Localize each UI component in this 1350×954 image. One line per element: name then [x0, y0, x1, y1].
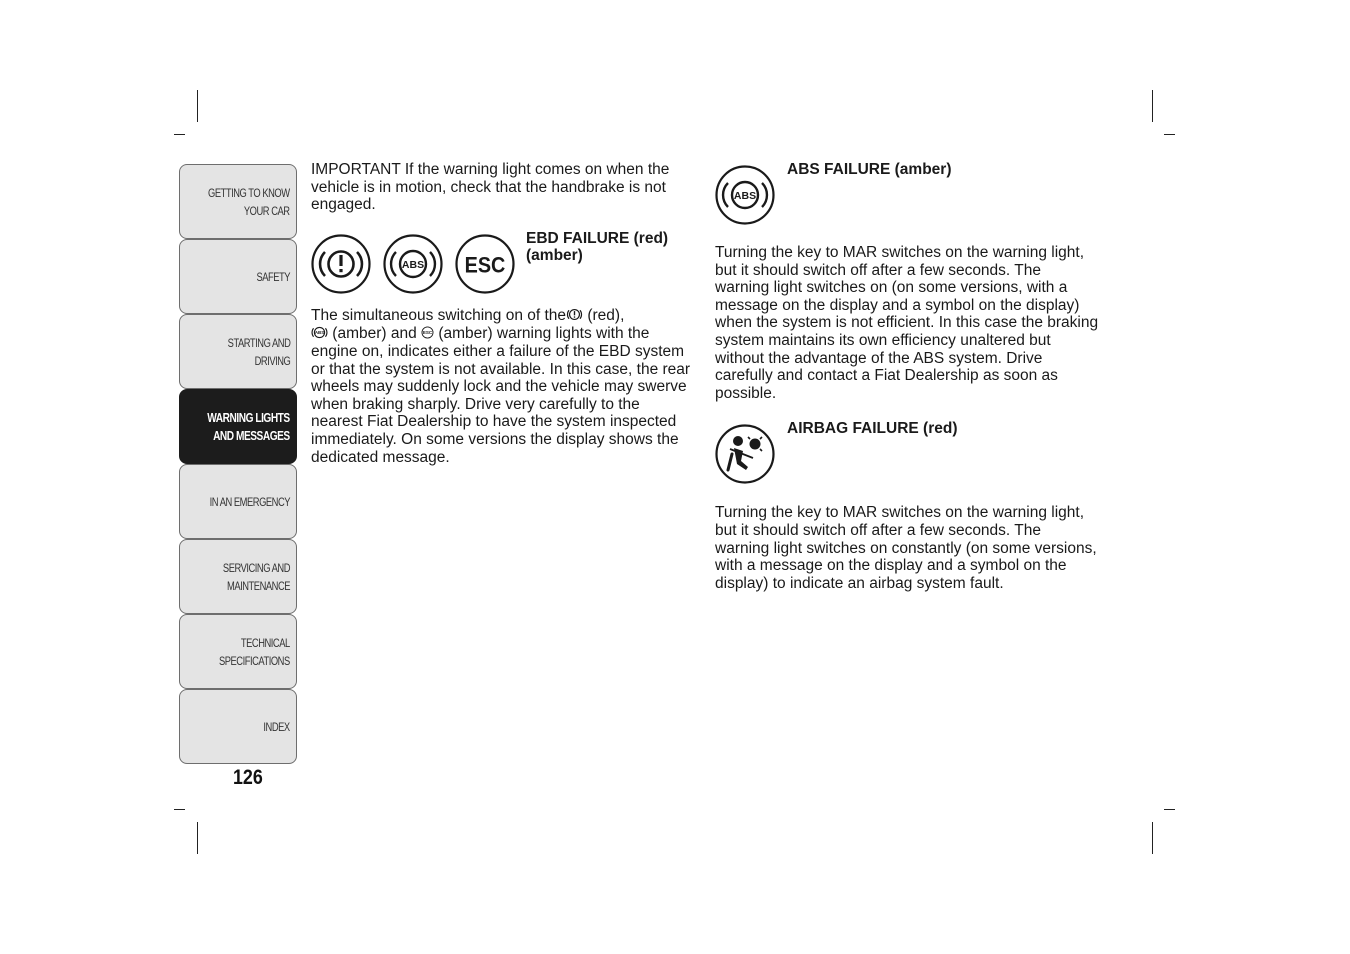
esc-inline-icon-text: ESC [422, 330, 433, 336]
crop-mark [197, 90, 198, 122]
tab-label: GETTING TO KNOW YOUR CAR [208, 185, 290, 218]
brake-warning-icon [311, 234, 371, 294]
ebd-heading-line1: EBD FAILURE (red) [526, 229, 669, 247]
chapter-sidebar [179, 164, 297, 764]
ebd-heading-line2: (amber) [526, 247, 583, 265]
crop-mark [197, 822, 198, 854]
ebd-body [311, 306, 695, 466]
tab-label: STARTING AND DRIVING [227, 335, 290, 368]
tab-technical-specifications[interactable] [179, 614, 297, 689]
abs-section-header [715, 161, 1099, 237]
abs-icon [383, 234, 443, 294]
crop-mark [1152, 822, 1153, 854]
ebd-body-text: (amber) warning lights with the engine on, indicates either a failure of the EBD system or that the system is not available. In this case, the rear wheels may suddenly lock and the vehicle may swerve when braking sharply. Drive very carefully to the nearest Fiat Dealership to have the system inspected immediately. On some versions the display shows the dedicated message. [311, 325, 691, 466]
airbag-section-header [715, 420, 1099, 496]
tab-label: SERVICING AND MAINTENANCE [222, 560, 290, 593]
ebd-body-text: (red), [583, 306, 625, 324]
tab-index[interactable] [179, 689, 297, 764]
crop-mark [174, 809, 185, 810]
page-number: 126 [233, 766, 263, 789]
ebd-heading [526, 230, 668, 265]
tab-safety[interactable] [179, 239, 297, 314]
abs-inline-icon [311, 324, 328, 341]
crop-mark [1164, 134, 1175, 135]
abs-icon-text: ABS [401, 258, 425, 271]
airbag-icon [715, 424, 775, 484]
tab-starting-and-driving[interactable] [179, 314, 297, 389]
airbag-body: Turning the key to MAR switches on the warning light, but it should switch off after a few seconds. The warning light switches on constantly (on some versions, with a message on the display and a symbol on the display) to indicate an airbag system fault. [715, 504, 1097, 592]
tab-label: TECHNICAL SPECIFICATIONS [219, 635, 290, 668]
crop-mark [1164, 809, 1175, 810]
tab-label: IN AN EMERGENCY [209, 494, 290, 509]
important-note: IMPORTANT If the warning light comes on when the vehicle is in motion, check that the handbrake is not engaged. [311, 161, 670, 214]
ebd-icon-row [311, 229, 695, 310]
tab-label: INDEX [263, 719, 290, 734]
tab-warning-lights-and-messages[interactable] [179, 389, 297, 464]
tab-servicing-and-maintenance[interactable] [179, 539, 297, 614]
airbag-heading: AIRBAG FAILURE (red) [787, 420, 958, 438]
esc-icon [455, 234, 515, 294]
crop-mark [174, 134, 185, 135]
tab-in-an-emergency[interactable] [179, 464, 297, 539]
right-column [715, 161, 1099, 592]
abs-body: Turning the key to MAR switches on the warning light, but it should switch off after a few seconds. The warning light switches on (on some versions, with a message on the display and a symbol on the display) when the system is not efficient. In this case the braking system maintains its own efficiency unaltered but without the advantage of the ABS system. Drive carefully and contact a Fiat Dealership as soon as possible. [715, 244, 1099, 402]
ebd-body-text: (amber) and [328, 325, 422, 343]
abs-icon-text: ABS [733, 190, 757, 202]
tab-getting-to-know-your-car[interactable] [179, 164, 297, 239]
abs-heading: ABS FAILURE (amber) [787, 161, 952, 178]
crop-mark [1152, 90, 1153, 122]
ebd-body-text: The simultaneous switching on of the [311, 306, 567, 324]
esc-icon-text: ESC [464, 253, 506, 278]
abs-inline-icon-text: ABS [314, 330, 325, 336]
abs-icon [715, 165, 775, 225]
left-column [311, 161, 695, 466]
tab-label: WARNING LIGHTS AND MESSAGES [207, 409, 290, 443]
tab-label: SAFETY [256, 269, 290, 284]
esc-inline-icon [421, 326, 434, 339]
